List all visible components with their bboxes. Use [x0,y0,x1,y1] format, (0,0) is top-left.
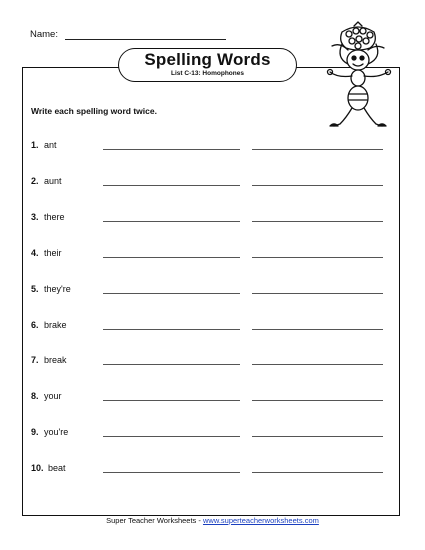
write-line-second[interactable] [252,221,383,222]
write-line-second[interactable] [252,364,383,365]
write-line-second[interactable] [252,436,383,437]
write-line-first[interactable] [103,400,240,401]
spelling-word: you're [44,427,69,437]
write-line-second[interactable] [252,185,383,186]
spelling-word: your [44,391,62,401]
write-line-first[interactable] [103,185,240,186]
write-line-second[interactable] [252,329,383,330]
write-line-second[interactable] [252,293,383,294]
word-number: 4. [31,248,39,258]
word-number: 3. [31,212,39,222]
write-line-first[interactable] [103,436,240,437]
write-line-first[interactable] [103,472,240,473]
write-line-first[interactable] [103,364,240,365]
write-line-first[interactable] [103,221,240,222]
word-row [31,176,391,190]
spelling-word: their [44,248,62,258]
word-number: 8. [31,391,39,401]
write-line-second[interactable] [252,257,383,258]
ant-carrying-berry-icon [318,20,400,132]
write-line-second[interactable] [252,149,383,150]
word-row [31,212,391,226]
spelling-word: ant [44,140,57,150]
spelling-word: brake [44,320,67,330]
spelling-word: there [44,212,65,222]
instructions: Write each spelling word twice. [31,106,157,116]
word-row [31,355,391,369]
worksheet-title: Spelling Words [144,50,271,69]
word-number: 10. [31,463,44,473]
word-row [31,284,391,298]
word-number: 2. [31,176,39,186]
word-number: 7. [31,355,39,365]
word-row [31,427,391,441]
word-number: 1. [31,140,39,150]
write-line-first[interactable] [103,293,240,294]
name-label: Name: [30,29,58,40]
word-number: 5. [31,284,39,294]
word-row [31,320,391,334]
footer-link[interactable]: www.superteacherworksheets.com [202,516,319,525]
word-number: 9. [31,427,39,437]
worksheet-subtitle: List C-13: Homophones [171,70,244,77]
word-number: 6. [31,320,39,330]
name-line[interactable] [65,39,226,40]
spelling-word: aunt [44,176,62,186]
spelling-word: beat [48,463,66,473]
spelling-word: they're [44,284,71,294]
write-line-second[interactable] [252,472,383,473]
write-line-first[interactable] [103,257,240,258]
spelling-word: break [44,355,67,365]
word-row [31,463,391,477]
write-line-first[interactable] [103,329,240,330]
title-banner [118,48,297,82]
footer [0,516,425,525]
footer-text: Super Teacher Worksheets - [106,516,203,525]
word-row [31,391,391,405]
word-row [31,140,391,154]
word-row [31,248,391,262]
write-line-first[interactable] [103,149,240,150]
write-line-second[interactable] [252,400,383,401]
